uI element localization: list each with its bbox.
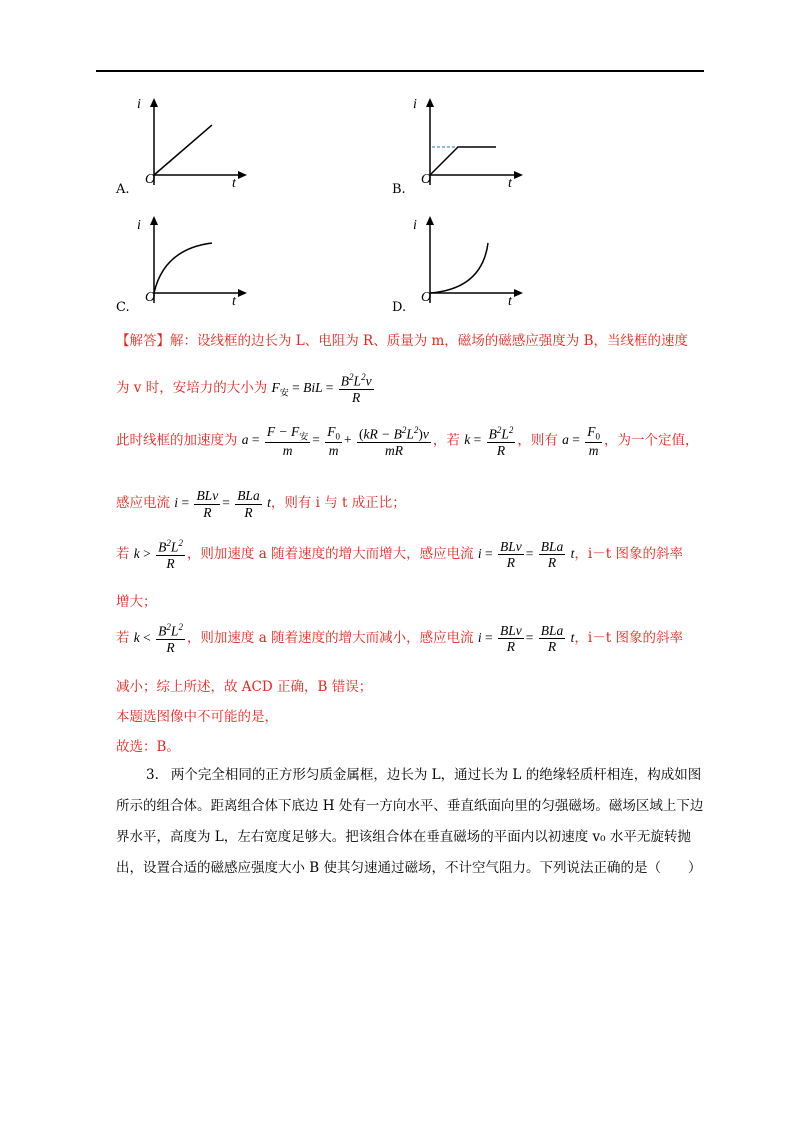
option-a-yaxis-label: i <box>137 97 141 112</box>
option-b-graph <box>398 95 538 195</box>
curve-line <box>430 243 488 293</box>
option-b-label: B. <box>392 182 406 197</box>
solution-line-4: 感应电流 i = $\frac{\text{BLv}}{R}$ = $\frac{\text{BLa}}{R}$ t，则有 i 与 t 成正比； <box>116 488 406 520</box>
solution-line-1: 【解答】解：设线框的边长为 L、电阻为 R、质量为 m，磁场的磁感应强度为 B，当线框的速度 <box>116 333 689 349</box>
curve-line <box>154 243 212 293</box>
option-d-xaxis-label: t <box>508 294 512 309</box>
x-arrow-icon <box>238 289 247 297</box>
x-arrow-icon <box>514 289 523 297</box>
y-arrow-icon <box>426 98 434 107</box>
option-c-graph <box>122 213 262 313</box>
k-definition-formula: k = $\frac{B^2L^2}{R}$ <box>464 424 514 458</box>
solution-line-6: 增大； <box>116 594 157 610</box>
solution-line-10: 故选：B。 <box>116 739 180 755</box>
option-a-label: A. <box>116 182 130 197</box>
option-d-label: D. <box>392 300 407 315</box>
solution-line-5: 若 k > $\frac{B^2L^2}{R}$ ，则加速度 a 随着速度的增大而增大，感应电流 i = $\frac{\text{BLv}}{R}$ = $\frac{\text{BLa}}{R}$ t，i－t 图象的斜率 <box>116 538 683 572</box>
option-d-origin: O <box>421 290 432 305</box>
option-d-yaxis-label: i <box>413 218 417 233</box>
question-3-text: 两个完全相同的正方形匀质金属框，边长为 L，通过长为 L 的绝缘轻质杆相连，构成如图所示的组合体。距离组合体下底边 H 处有一方向水平、垂直纸面向里的匀强磁场。磁场区域上下边界水平，高度为 L，左右宽度足够大。把该组合体在垂直磁场的平面内以初速度 v₀ 水平无旋转抛出，设置合适的磁感应强度大小 B 使其匀速通过磁场，不计空气阻力。下列说法正确的是（ ） <box>116 767 704 876</box>
current-formula-3: i = $\frac{\text{BLv}}{R}$ = $\frac{\text{BLa}}{R}$ t <box>477 622 575 655</box>
solution-tag: 【解答】 <box>116 333 170 349</box>
option-b-origin: O <box>421 172 432 187</box>
current-formula: i = $\frac{\text{BLv}}{R}$ = $\frac{\text{BLa}}{R}$ t <box>174 488 271 520</box>
option-a-origin: O <box>145 172 156 187</box>
option-c-xaxis-label: t <box>232 294 236 309</box>
solution-line-7: 若 k < $\frac{B^2L^2}{R}$ ，则加速度 a 随着速度的增大而减小，感应电流 i = $\frac{\text{BLv}}{R}$ = $\frac{\text{BLa}}{R}$ t，i－t 图象的斜率 <box>116 622 683 656</box>
option-a-graph <box>122 95 262 195</box>
y-arrow-icon <box>150 98 158 107</box>
curve-line <box>154 125 212 175</box>
solution-line-3: 此时线框的加速度为 a = $\frac{F - F_安}{m}$ = $\frac{F_0}{m}$ + $\frac{(kR - B^2L^2)v}{mR}$ ，若 k = $\frac{B^2L^2}{R}$ ，则有 a = $\frac{F_0}{m}$ ，为一个定值， <box>116 424 699 459</box>
constant-acceleration-formula: a = $\frac{F_0}{m}$ <box>562 424 601 459</box>
solution-line-9: 本题选图像中不可能的是， <box>116 709 278 725</box>
question-3-number: 3. <box>146 767 159 783</box>
y-arrow-icon <box>426 216 434 225</box>
acceleration-formula: a = $\frac{F - F_安}{m}$ = $\frac{F_0}{m}$ + $\frac{(kR - B^2L^2)v}{mR}$ <box>241 424 429 459</box>
x-arrow-icon <box>238 171 247 179</box>
current-formula-2: i = $\frac{\text{BLv}}{R}$ = $\frac{\text{BLa}}{R}$ t <box>477 538 575 571</box>
question-3 <box>116 760 708 884</box>
option-b-yaxis-label: i <box>413 97 417 112</box>
option-c-label: C. <box>116 300 130 315</box>
solution-line-2: 为 v 时，安培力的大小为 $F_安$ = BiL = $\frac{B^2L^2v}{R}$ <box>116 372 376 406</box>
k-less-formula: k < $\frac{B^2L^2}{R}$ <box>133 622 183 656</box>
option-a-xaxis-label: t <box>232 176 236 191</box>
y-arrow-icon <box>150 216 158 225</box>
option-c-origin: O <box>145 290 156 305</box>
option-b-xaxis-label: t <box>508 176 512 191</box>
solution-line-8: 减小；综上所述，故 ACD 正确，B 错误； <box>116 679 373 695</box>
ampere-force-formula: $F_安$ = BiL = $\frac{B^2L^2v}{R}$ <box>271 372 372 406</box>
curve-line <box>430 147 496 175</box>
x-arrow-icon <box>514 171 523 179</box>
k-greater-formula: k > $\frac{B^2L^2}{R}$ <box>133 538 183 572</box>
header-rule <box>96 70 704 72</box>
option-d-graph <box>398 213 538 313</box>
option-c-yaxis-label: i <box>137 218 141 233</box>
